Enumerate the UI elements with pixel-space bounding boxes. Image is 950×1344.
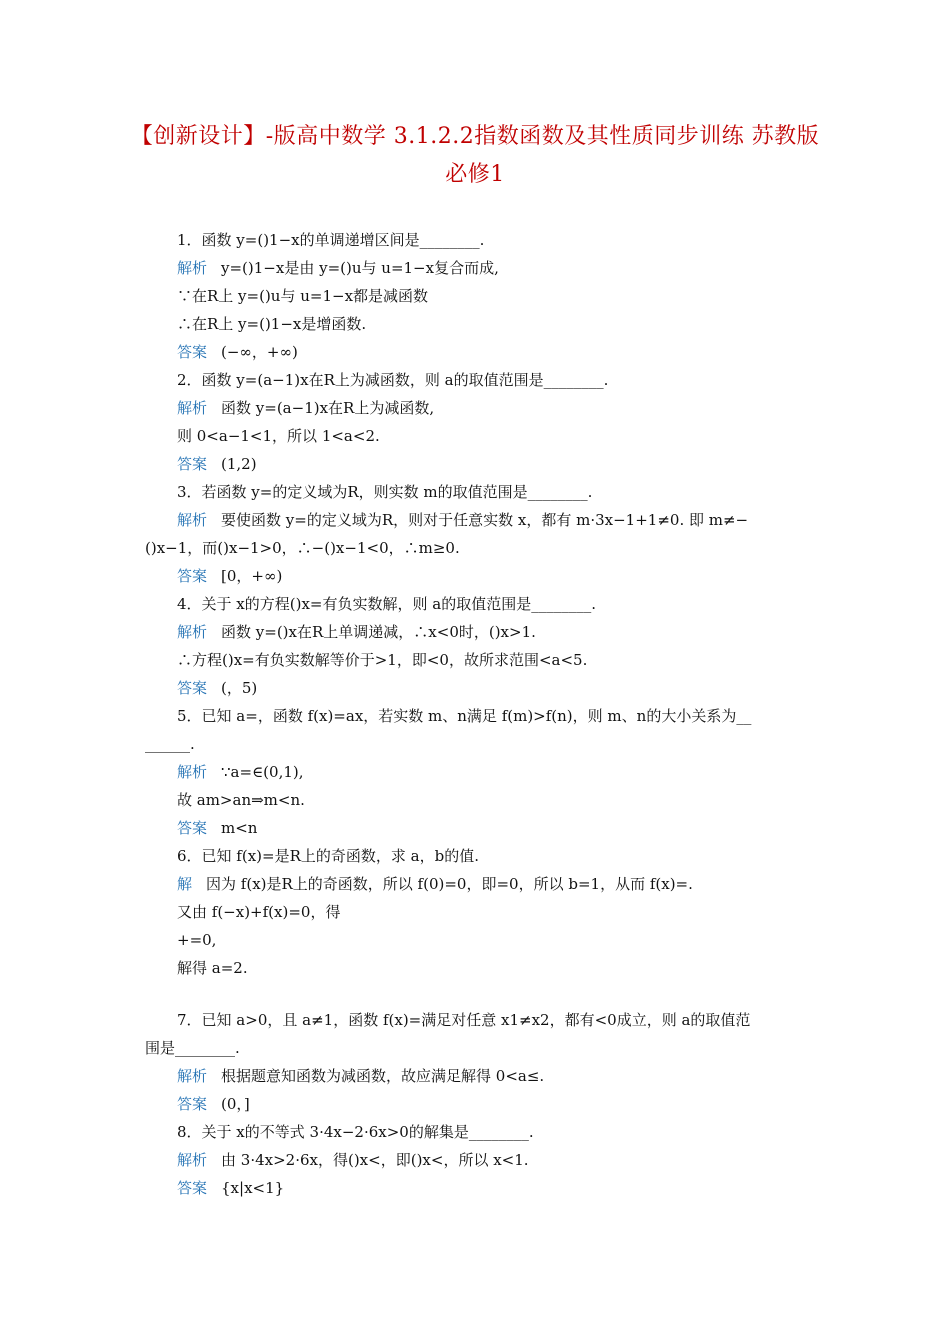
- problem-6-solution-line: 解得 a=2.: [177, 959, 248, 977]
- problem-1-analysis-line: ∴在R上 y=()1−x是增函数.: [177, 315, 367, 333]
- answer-text: m<n: [221, 819, 258, 837]
- answer-label: 答案: [177, 1179, 208, 1197]
- answer-text: [0，+∞): [221, 567, 283, 585]
- analysis-text: y=()1−x是由 y=()u与 u=1−x复合而成,: [221, 259, 499, 277]
- problem-5-analysis: [177, 762, 304, 782]
- analysis-text: 函数 y=(a−1)x在R上为减函数,: [221, 399, 435, 417]
- analysis-label: 解析: [177, 259, 208, 277]
- problem-2-analysis-line: 则 0<a−1<1，所以 1<a<2.: [177, 427, 380, 445]
- answer-label: 答案: [177, 1095, 208, 1113]
- problem-6-solution: [177, 874, 693, 894]
- problem-8-analysis: [177, 1150, 529, 1170]
- analysis-text: ∵a=∈(0,1),: [221, 763, 304, 781]
- problem-2-answer: [177, 454, 257, 474]
- problem-1-answer: [177, 342, 298, 362]
- problem-6-solution-line: 又由 f(−x)+f(x)=0，得: [177, 903, 341, 921]
- answer-label: 答案: [177, 567, 208, 585]
- answer-text: (−∞，+∞): [221, 343, 298, 361]
- problem-8-question: 8．关于 x的不等式 3·4x−2·6x>0的解集是________.: [177, 1123, 534, 1141]
- problem-8-answer: [177, 1178, 284, 1198]
- problem-3-analysis: [177, 510, 748, 530]
- problem-7-answer: [177, 1094, 250, 1114]
- answer-text: (1,2): [221, 455, 257, 473]
- problem-6-solution-line: +=0,: [177, 931, 217, 949]
- analysis-text: 函数 y=()x在R上单调递减，∴x<0时，()x>1.: [221, 623, 536, 641]
- problem-3-answer: [177, 566, 282, 586]
- problem-1-analysis-line: ∵在R上 y=()u与 u=1−x都是减函数: [177, 287, 429, 305]
- answer-label: 答案: [177, 819, 208, 837]
- problem-7-analysis: [177, 1066, 544, 1086]
- document-title: 【创新设计】-版高中数学 3.1.2.2指数函数及其性质同步训练 苏教版必修1: [130, 124, 820, 187]
- analysis-text: 要使函数 y=的定义域为R，则对于任意实数 x，都有 m·3x−1+1≠0. 即 m≠−: [221, 511, 749, 529]
- answer-text: {x|x<1}: [221, 1179, 285, 1197]
- problem-3-question: 3．若函数 y=的定义域为R，则实数 m的取值范围是________.: [177, 483, 593, 501]
- answer-text: (，5): [221, 679, 258, 697]
- problem-7-question: 7．已知 a>0，且 a≠1，函数 f(x)=满足对任意 x1≠x2，都有<0成立，则 a的取值范: [177, 1011, 751, 1029]
- problem-2-analysis: [177, 398, 434, 418]
- problem-4-answer: [177, 678, 257, 698]
- solution-label: 解: [177, 875, 193, 893]
- analysis-label: 解析: [177, 1151, 208, 1169]
- problem-4-question: 4．关于 x的方程()x=有负实数解，则 a的取值范围是________.: [177, 595, 596, 613]
- answer-label: 答案: [177, 679, 208, 697]
- analysis-label: 解析: [177, 511, 208, 529]
- solution-text: 因为 f(x)是R上的奇函数，所以 f(0)=0，即=0，所以 b=1，从而 f(x)=.: [206, 875, 693, 893]
- analysis-label: 解析: [177, 1067, 208, 1085]
- analysis-label: 解析: [177, 763, 208, 781]
- problem-6-question: 6．已知 f(x)=是R上的奇函数，求 a，b的值.: [177, 847, 479, 865]
- analysis-text: 根据题意知函数为减函数，故应满足解得 0<a≤.: [221, 1067, 545, 1085]
- problem-4-analysis-line: ∴方程()x=有负实数解等价于>1，即<0，故所求范围<a<5.: [177, 651, 588, 669]
- answer-text: (0，]: [221, 1095, 250, 1113]
- problem-1-question: 1．函数 y=()1−x的单调递增区间是________.: [177, 231, 485, 249]
- analysis-text: 由 3·4x>2·6x，得()x<，即()x<，所以 x<1.: [221, 1151, 529, 1169]
- problem-4-analysis: [177, 622, 536, 642]
- problem-5-analysis-line: 故 am>an⇒m<n.: [177, 791, 305, 809]
- problem-5-question: 5．已知 a=，函数 f(x)=ax，若实数 m、n满足 f(m)>f(n)，则 m、n的大小关系为__: [177, 707, 752, 725]
- problem-3-analysis-line: ()x−1，而()x−1>0，∴−()x−1<0，∴m≥0.: [145, 539, 460, 557]
- problem-5-answer: [177, 818, 257, 838]
- problem-5-question-cont: ______.: [145, 735, 195, 753]
- analysis-label: 解析: [177, 399, 208, 417]
- problem-7-question-cont: 围是________.: [145, 1039, 240, 1057]
- problem-2-question: 2．函数 y=(a−1)x在R上为减函数，则 a的取值范围是________.: [177, 371, 609, 389]
- problem-1-analysis: [177, 258, 499, 278]
- answer-label: 答案: [177, 455, 208, 473]
- analysis-label: 解析: [177, 623, 208, 641]
- answer-label: 答案: [177, 343, 208, 361]
